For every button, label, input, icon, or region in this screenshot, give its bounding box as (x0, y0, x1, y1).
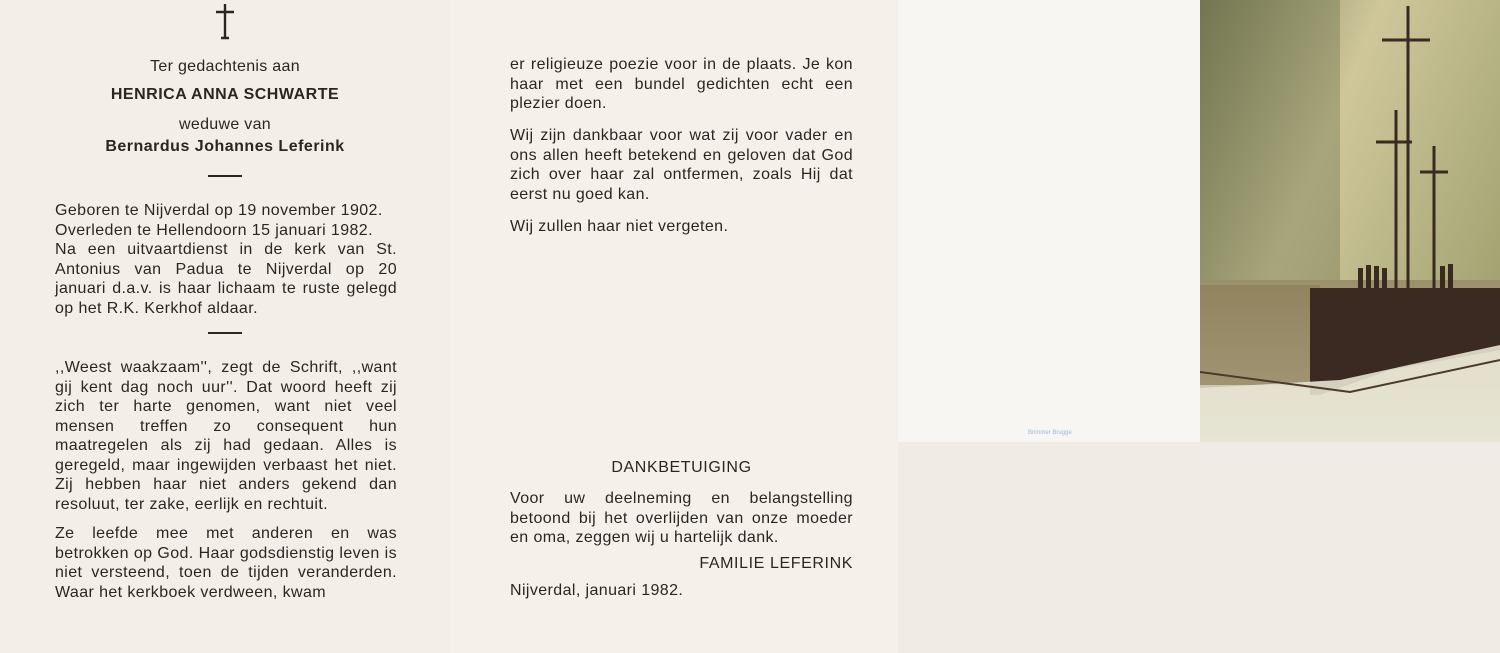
divider (208, 332, 242, 334)
cross-icon (210, 2, 240, 40)
calvary-painting (1200, 0, 1500, 442)
biography-block (55, 201, 397, 318)
death-line: Overleden te Hellendoorn 15 januari 1982. (55, 221, 373, 239)
deceased-name: HENRICA ANNA SCHWARTE (110, 86, 340, 103)
thanks-body: Voor uw deelneming en belangstelling betoond bij het overlijden van onze moeder en oma, zeggen wij u hartelijk dank. (510, 490, 853, 546)
funeral-text: Na een uitvaartdienst in de kerk van St. Antonius van Padua te Nijverdal op 20 januari d.a.v. is haar lichaam te ruste gelegd op het R.K. Kerkhof aldaar. (55, 241, 397, 317)
card-front (898, 0, 1500, 442)
place-date: Nijverdal, januari 1982. (510, 582, 684, 599)
middle-page (450, 0, 898, 653)
birth-line: Geboren te Nijverdal op 19 november 1902. (55, 202, 383, 219)
left-page (0, 0, 450, 653)
continuation-paragraph: Wij zijn dankbaar voor wat zij voor vader en ons allen heeft betekend en geloven dat God zich over haar zal ontfermen, zoals Hij dat eerst nu goed kan. (510, 127, 853, 203)
intro-text: Ter gedachtenis aan (150, 58, 300, 75)
reflection-paragraph: ,,Weest waakzaam'', zegt de Schrift, ,,want gij kent dag noch uur''. Dat woord heeft zij zich ter harte genomen, want niet veel mensen treffen zo consequent hun maatregelen als zij had gedaan. Alles is geregeld, maar ingewijden verbaast het niet. Zij hebben haar niet anders gekend dan resoluut, ter zake, eerlijk en rechtuit. (55, 359, 397, 513)
spouse-name: Bernardus Johannes Leferink (105, 138, 345, 155)
relation-text: weduwe van (179, 116, 271, 133)
divider (208, 175, 242, 177)
thanks-heading: DANKBETUIGING (611, 459, 752, 476)
continuation-paragraph: Wij zullen haar niet vergeten. (510, 218, 729, 235)
reflection-paragraph: Ze leefde mee met anderen en was betrokken op God. Haar godsdienstig leven is niet versteend, toen de tijden veranderden. Waar het kerkboek verdween, kwam (55, 525, 397, 601)
continuation-paragraph: er religieuze poezie voor in de plaats. Je kon haar met een bundel gedichten echt een plezier doen. (510, 56, 853, 112)
family-signature: FAMILIE LEFERINK (699, 555, 853, 572)
printer-mark: Brimmer Brugge (1028, 430, 1072, 436)
blank-area (898, 442, 1500, 653)
